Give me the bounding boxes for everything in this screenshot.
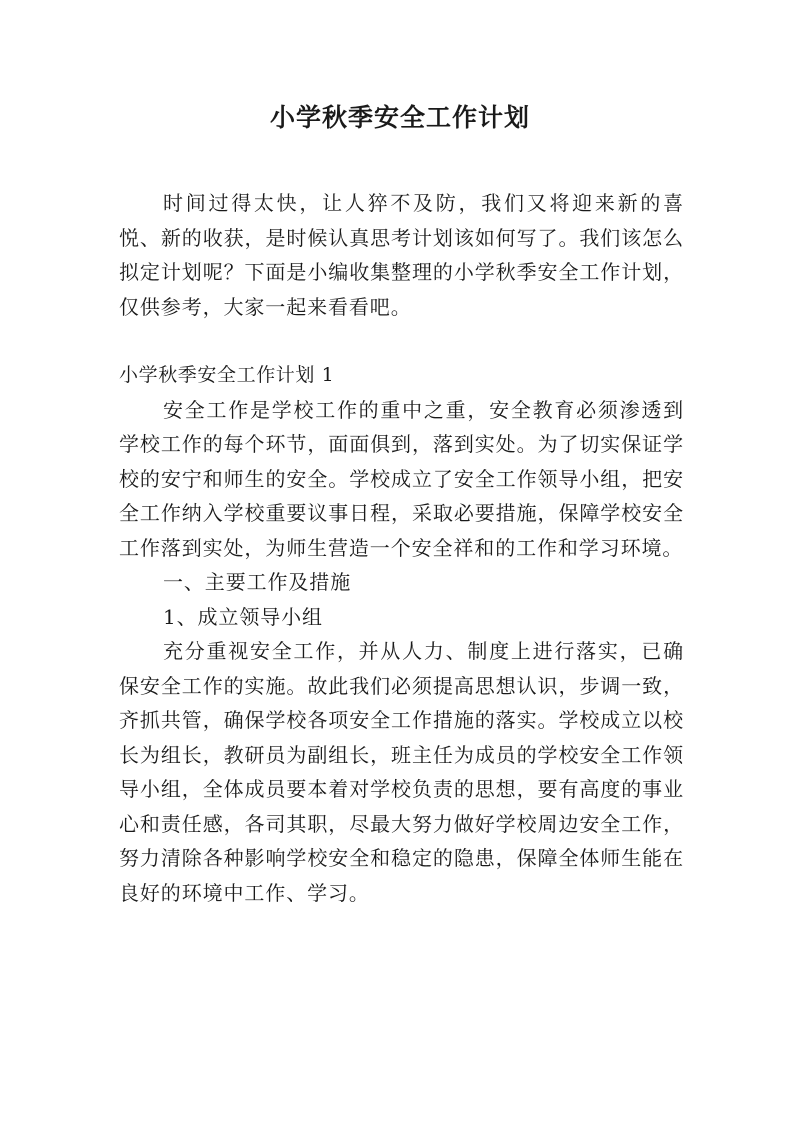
- heading-leadership-group: 1、成立领导小组: [163, 604, 323, 629]
- paragraph-1: 安全工作是学校工作的重中之重，安全教育必须渗透到学校工作的每个环节，面面俱到，落到实处。为了切实保证学校的安宁和师生的安全。学校成立了安全工作领导小组，把安全工作纳入学校重要议事日程，采取必要措施，保障学校安全工作落到实处，为师生营造一个安全祥和的工作和学习环境。: [119, 397, 684, 560]
- intro-paragraph: 时间过得太快，让人猝不及防，我们又将迎来新的喜悦、新的收获，是时候认真思考计划该如何写了。我们该怎么拟定计划呢？下面是小编收集整理的小学秋季安全工作计划，仅供参考，大家一起来看看吧。: [119, 191, 684, 319]
- section-title: 小学秋季安全工作计划 1: [119, 364, 335, 386]
- document-body: [119, 186, 684, 910]
- paragraph-2: 充分重视安全工作，并从人力、制度上进行落实，已确保安全工作的实施。故此我们必须提高思想认识，步调一致，齐抓共管，确保学校各项安全工作措施的落实。学校成立以校长为组长，教研员为副组长，班主任为成员的学校安全工作领导小组，全体成员要本着对学校负责的思想，要有高度的事业心和责任感，各司其职，尽最大努力做好学校周边安全工作，努力清除各种影响学校安全和稳定的隐患，保障全体师生能在良好的环境中工作、学习。: [119, 639, 684, 905]
- document-title: 小学秋季安全工作计划: [269, 103, 530, 132]
- paragraph-gap: [119, 324, 684, 358]
- heading-main-measures: 一、主要工作及措施: [163, 570, 352, 594]
